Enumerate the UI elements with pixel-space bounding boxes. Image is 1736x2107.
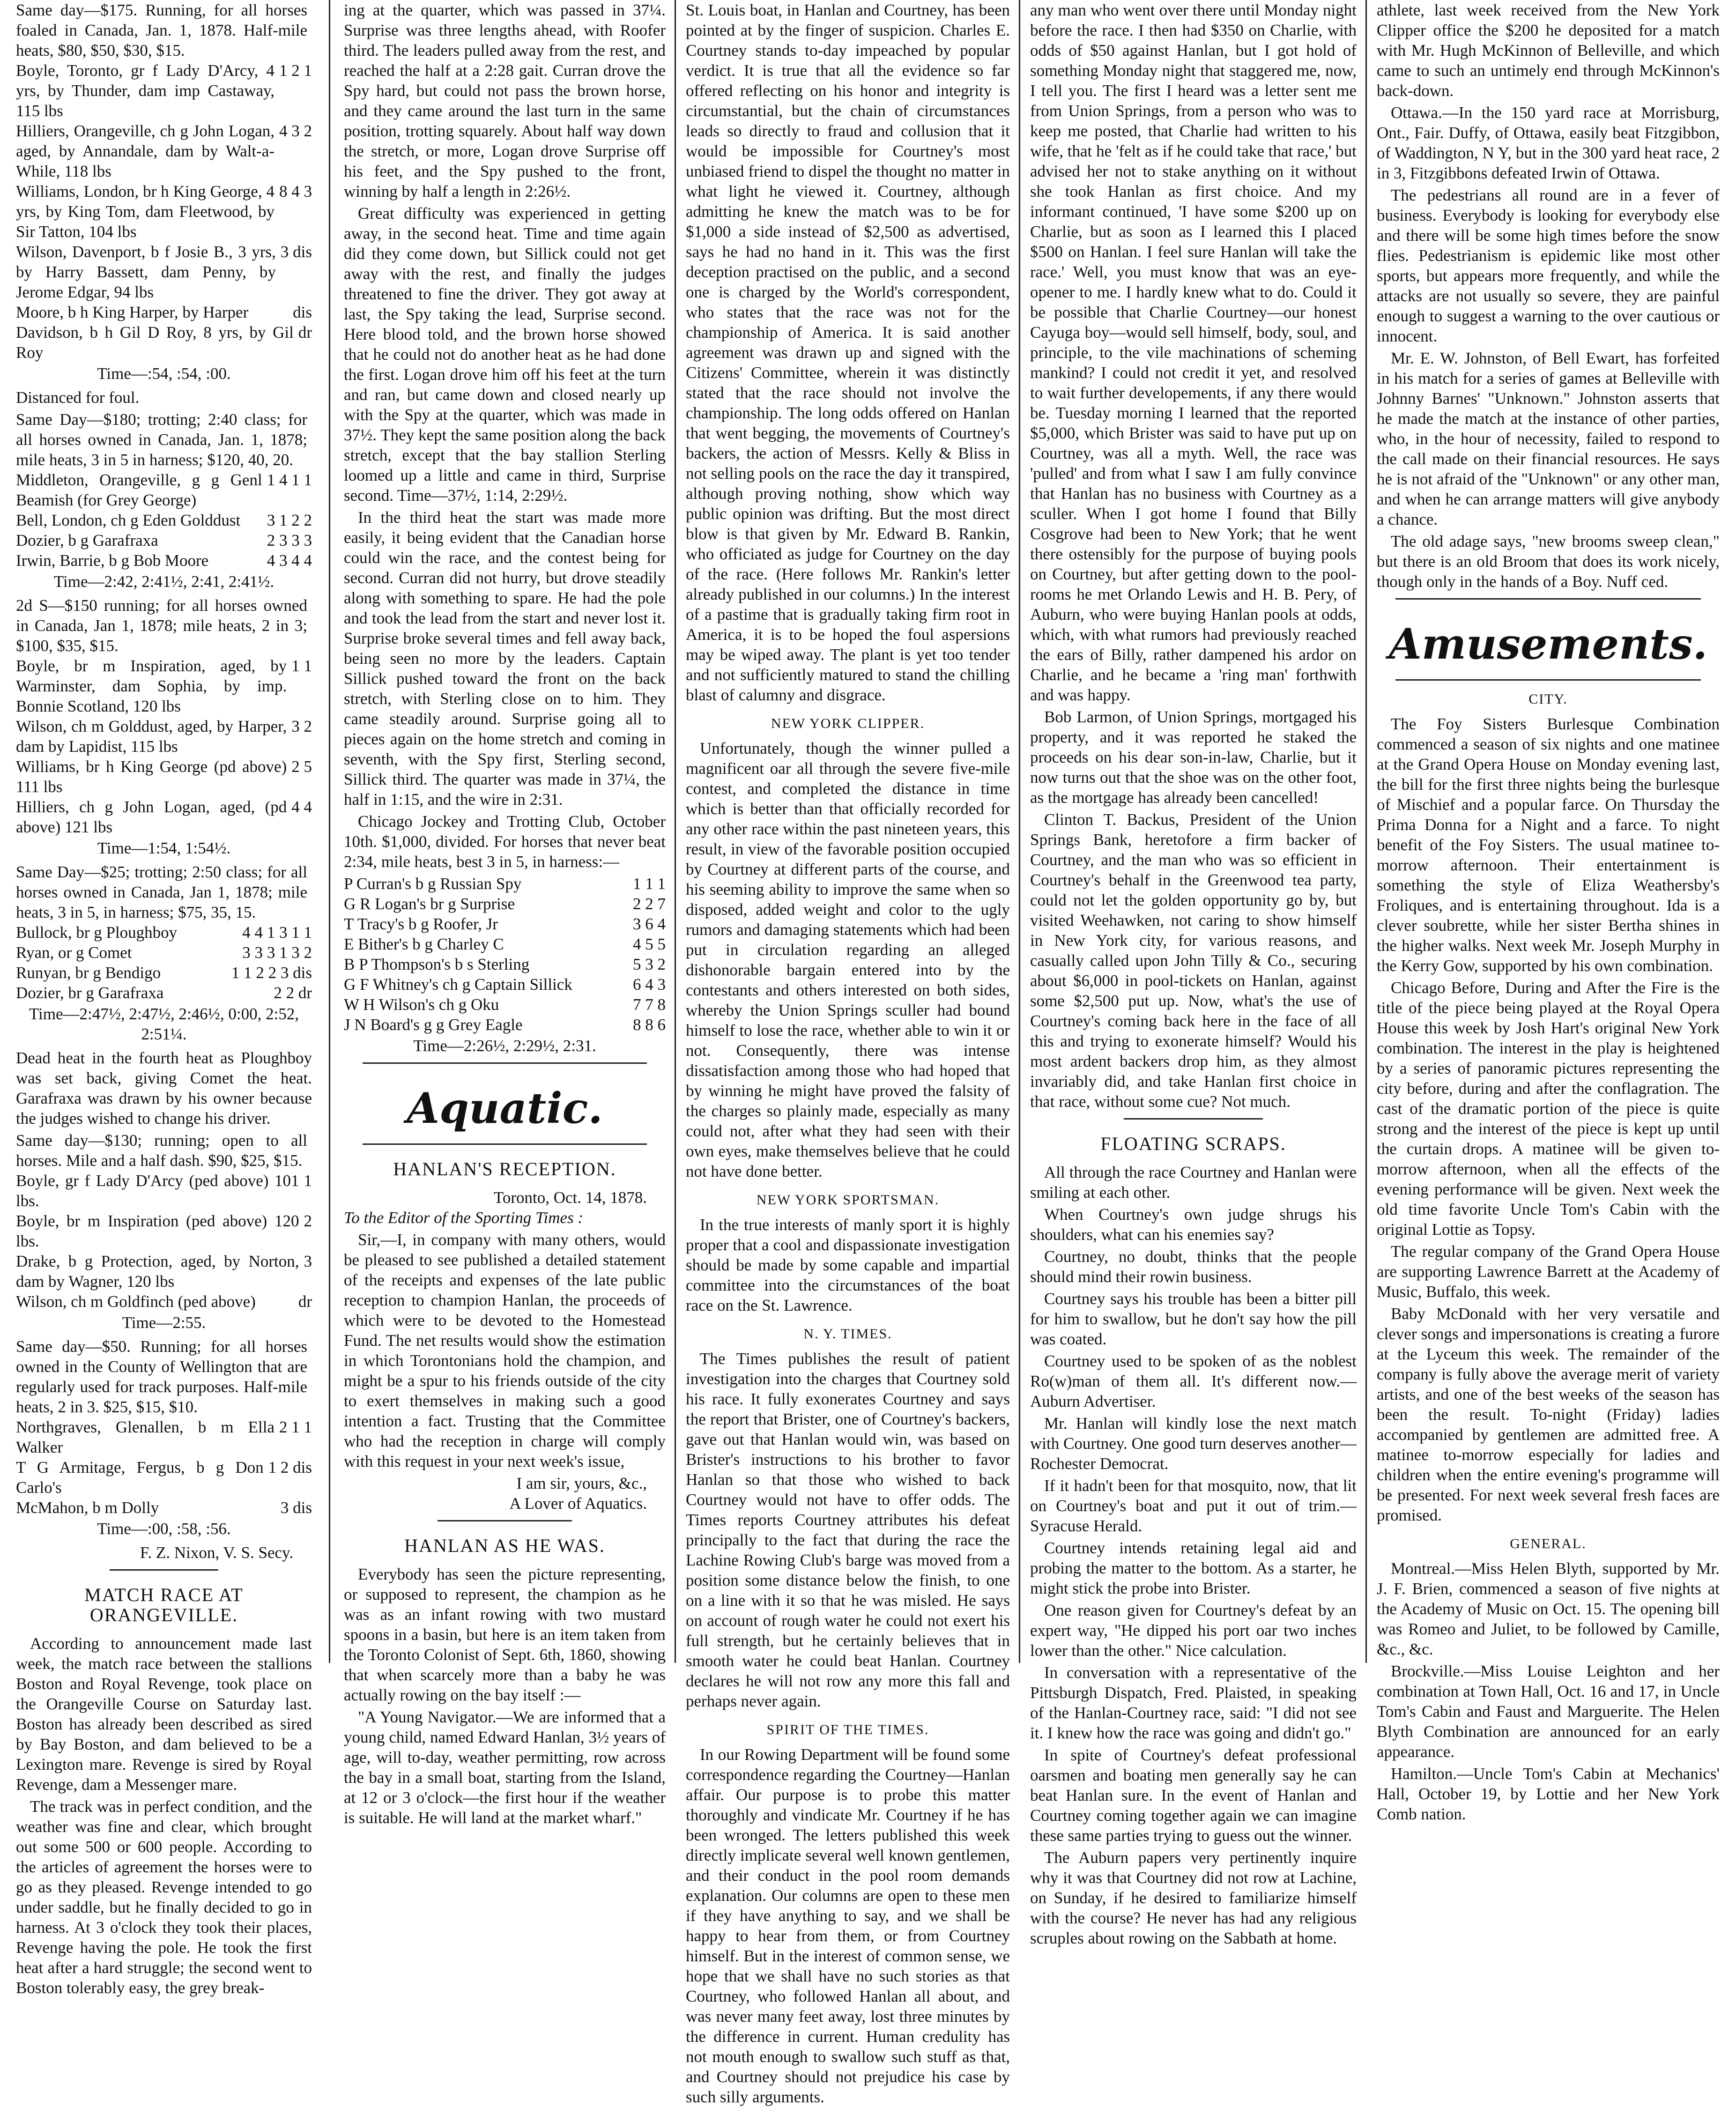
source-heading: NEW YORK SPORTSMAN. xyxy=(756,1192,940,1208)
salutation: To the Editor of the Sporting Times : xyxy=(344,1209,584,1227)
race-entry: E Bither's b g Charley C 4 5 5 xyxy=(344,935,666,953)
race-entry: Bell, London, ch g Eden Golddust 3 1 2 2 xyxy=(16,511,312,529)
race-entry: Wilson, ch m Goldfinch (ped above) dr xyxy=(16,1292,312,1311)
column-rule xyxy=(1365,0,1367,1663)
letter-closing: I am sir, yours, &c., xyxy=(516,1474,647,1492)
scrap-item: Courtney used to be spoken of as the noblest Ro(w)man of them all. It's different now.—Auburn Advertiser. xyxy=(1030,1352,1357,1410)
scrap-item: Courtney says his trouble has been a bitter pill for him to swallow, but he don't say how the pill was coated. xyxy=(1030,1290,1357,1348)
race-time: Time—2:42, 2:41½, 2:41, 2:41½. xyxy=(53,572,274,591)
race-time: Time—:00, :58, :56. xyxy=(97,1520,231,1538)
column-4 xyxy=(1024,0,1363,1947)
article-paragraph: Great difficulty was experienced in getting away, in the second heat. Time and time again did they come down, but Sillick could not get away with the rest, and finally the judges threatened to fine the driver. They got away at last, the Spy taking the lead, Surprise second. Here blood told, and the brown horse showed that he could not do another heat as he had done the first. Logan drove him off his feet at the turn and ran, but came down and closed nearly up with the Spy at the quarter, which was made in 37½. They kept the same position along the back stretch, except that the bay stallion Sterling loomed up a little and came in third, Surprise second. Time—37½, 1:14, 2:29½. xyxy=(344,204,666,504)
column-rule xyxy=(675,0,676,1663)
scrap-item: Courtney intends retaining legal aid and probing the matter to the bottom. As a starter, he might stick the probe into Brister. xyxy=(1030,1539,1357,1597)
column-2 xyxy=(337,0,672,1827)
letter-signature: A Lover of Aquatics. xyxy=(509,1494,647,1513)
article-paragraph: In the third heat the start was made more easily, it being evident that the Canadian horse could win the race, and the contest being for second. Curran did not hurry, but drove steadily along with something to spare. He had the pole and took the lead from the start and never lost it. Surprise broke several times and fell away back, being seen no more by the leaders. Captain Sillick pushed toward the front on the back stretch, with Sterling close on to him. They came steadily around. Surprise going all to pieces again on the home stretch and coming in seventh, with the Spy first, Sterling second, Sillick third. The quarter was made in 37¼, the half in 1:15, and the wire in 2:31. xyxy=(344,508,666,809)
article-paragraph: athlete, last week received from the New York Clipper office the $200 he deposited for a match with Mr. Hugh McKinnon of Belleville, and which came to such an untimely end through McKinnon's back-down. xyxy=(1377,1,1720,100)
article-paragraph: Brockville.—Miss Louise Leighton and her combination at Town Hall, Oct. 16 and 17, in Uncle Tom's Cabin and Faust and Marguerite. The Helen Blyth Combination are announced for an early appearance. xyxy=(1377,1662,1720,1761)
article-paragraph: St. Louis boat, in Hanlan and Courtney, has been pointed at by the finger of suspicion. Charles E. Courtney stands to-day impeached by popular verdict. It is true that all the evidence so far offered reflecting on his honor and integrity is circumstantial, but the chain of circumstances leads so directly to fraud and collusion that it would be impossible for Courtney's most unbiased friend to dispel the thought no matter in what light he viewed it. Courtney, although admitting he knew the match was to be for $1,000 a side instead of $2,500 as advertised, says he had no hand in it. This was the first deception practised on the public, and a second one is charged by the World's correspondent, who states that the race was not for the championship of America. It is said another agreement was drawn up and signed with the Citizens' Committee, wherein it was distinctly stated that the race should not involve the championship. The long odds offered on Hanlan that went begging, the movements of Courtney's backers, the action of Messrs. Kelly & Bliss in not selling pools on the race the day it transpired, although proving nothing, show which way public opinion was drifting. But the most direct blow is that given by Mr. Edward B. Rankin, who officiated as judge for Courtney on the day of the race. (Here follows Mr. Rankin's letter already published in our columns.) In the interest of a pastime that is gradually taking firm root in America, it is to be hoped the foul aspersions may be wiped away. The plant is yet too tender and not sufficiently matured to stand the chilling blast of calumny and disgrace. xyxy=(686,1,1010,704)
race-results-f xyxy=(16,1336,312,1563)
race-entry: Bullock, br g Ploughboy 4 4 1 3 1 1 xyxy=(16,923,312,942)
race-entry: G F Whitney's ch g Captain Sillick 6 4 3 xyxy=(344,975,666,994)
scrap-item: In conversation with a representative of the Pittsburgh Dispatch, Fred. Plaisted, in speaking of the Hanlan-Courtney race, said: "I did not see it. I knew how the race was going and didn't go." xyxy=(1030,1663,1357,1742)
race-entry: Hilliers, Orangeville, ch g John Logan, aged, by Annandale, dam by Walt-a-While, 118 lbs 4 3 2 xyxy=(16,122,312,180)
race-time: Time—:54, :54, :00. xyxy=(97,364,231,383)
race-entry: T Tracy's b g Roofer, Jr 3 6 4 xyxy=(344,915,666,933)
letter-paragraph: Sir,—I, in company with many others, would be pleased to see published a detailed statement of the receipts and expenses of the late public reception to champion Hanlan, the proceeds of which were to be devoted to the Homestead Fund. The net results would show the estimation in which Torontonians hold the champion, and might be a spur to his friends outside of the city to exert themselves in making such a good intention a fact. Trusting that the Committee who had the reception in charge will comply with this request in your next week's issue, xyxy=(344,1231,666,1470)
divider xyxy=(363,1062,647,1064)
article-paragraph: Everybody has seen the picture representing, or supposed to represent, the champion as he was as an infant rowing with two mustard spoons in a basin, but here is an item taken from the Toronto Colonist of Sept. 6th, 1860, showing that when scarcely more than a baby he was actually rowing on the bay itself :— xyxy=(344,1565,666,1704)
race-results xyxy=(344,874,666,1056)
divider xyxy=(1395,679,1701,681)
divider xyxy=(363,1143,647,1145)
headline: HANLAN AS HE WAS. xyxy=(404,1535,605,1556)
scrap-item: Mr. Hanlan will kindly lose the next match with Courtney. One good turn deserves another—Rochester Democrat. xyxy=(1030,1414,1357,1473)
newspaper-page xyxy=(9,0,1729,2106)
race-time: Time—2:55. xyxy=(122,1313,206,1332)
article-paragraph: Chicago Before, During and After the Fire is the title of the piece being played at the Royal Opera House this week by Josh Hart's original New York combination. The interest in the play is heightened by a series of panoramic pictures representing the city before, during and after the conflagration. The cast of the dramatic portion of the piece is quite strong and the interest of the piece is kept up until the curtain drops. A matinee will be given to-morrow afternoon, when all the effects of the evening performance will be given. Next week the old time favorite Uncle Tom's Cabin with the original Lottie as Topsy. xyxy=(1377,979,1720,1239)
race-entry: Drake, b g Protection, aged, by Norton, dam by Wagner, 120 lbs 3 xyxy=(16,1252,312,1291)
divider xyxy=(438,1520,572,1521)
article-paragraph: ing at the quarter, which was passed in 37¼. Surprise was three lengths ahead, with Roofer third. The leaders pulled away from the rest, and reached the half at a 2:28 gait. Curran drove the Spy hard, but could not pass the brown horse, and they came around the last turn in the same position, trotting squarely. About half way down the stretch, or more, Logan drove Surprise off his feet, and the Spy pushed to the front, winning by half a length in 2:26½. xyxy=(344,1,666,200)
section-title-aquatic: Aquatic. xyxy=(407,1083,603,1133)
race-entry: Williams, br h King George (pd above) 111 lbs 2 5 xyxy=(16,757,312,796)
race-entry: 2d S—$150 running; for all horses owned in Canada, Jan 1, 1878; mile heats, 2 in 3; $100, $35, $15. xyxy=(16,596,307,655)
race-note: Dead heat in the fourth heat as Ploughboy was set back, giving Comet the heat. Garafraxa was drawn by his owner because the judges wished to change his driver. xyxy=(16,1049,312,1128)
article-paragraph: The track was in perfect condition, and the weather was fine and clear, which brought out some 500 or 600 people. According to the articles of agreement the horses were to go as they pleased. Revenge intended to go under saddle, but he finally decided to go in harness. At 3 o'clock they took their places, Revenge having the pole. He took the first heat after a hard struggle; the second went to Boston tolerably easy, the grey break- xyxy=(16,1797,312,1997)
race-entry: Dozier, b g Garafraxa 2 3 3 3 xyxy=(16,531,312,549)
article-paragraph: Ottawa.—In the 150 yard race at Morrisburg, Ont., Fair. Duffy, of Ottawa, easily beat Fitzgibbon, of Waddington, N Y, but in the 300 yard heat race, 2 in 3, Fitzgibbons defeated Irwin of Ottawa. xyxy=(1377,104,1720,182)
article-paragraph: Baby McDonald with her very versatile and clever songs and impersonations is creating a furore at the Lyceum this week. The remainder of the company is fully above the average merit of variety artists, and one of the best weeks of the season has been the result. To-night (Friday) ladies accompanied by gentlemen are admitted free. A matinee to-morrow especially for ladies and children when the entire evening's programme will be presented. For next week several fresh faces are promised. xyxy=(1377,1305,1720,1524)
article-paragraph: The regular company of the Grand Opera House are supporting Lawrence Barrett at the Academy of Music, Buffalo, this week. xyxy=(1377,1242,1720,1301)
race-results-e xyxy=(16,1130,312,1333)
article-paragraph: "A Young Navigator.—We are informed that a young child, named Edward Hanlan, 3½ years of age, will to-day, weather permitting, row across the bay in a small boat, starting from the Island, at 12 or 3 o'clock—the first hour if the weather is suitable. He will land at the market wharf." xyxy=(344,1708,666,1827)
scrap-item: When Courtney's own judge shrugs his shoulders, what can his enemies say? xyxy=(1030,1205,1357,1244)
race-entry: J N Board's g g Grey Eagle 8 8 6 xyxy=(344,1016,666,1034)
race-results-d xyxy=(16,862,312,1128)
divider xyxy=(1395,598,1701,600)
race-note: Distanced for foul. xyxy=(16,388,140,407)
race-entry: Same Day—$180; trotting; 2:40 class; for all horses owned in Canada, Jan. 1, 1878; mile heats, 3 in 5 in harness; $120, 40, 20. xyxy=(16,410,307,469)
race-entry: Runyan, br g Bendigo 1 1 2 2 3 dis xyxy=(16,964,312,982)
race-entry: Northgraves, Glenallen, b m Ella Walker 2 1 1 xyxy=(16,1418,312,1456)
article-paragraph: In the true interests of manly sport it is highly proper that a cool and dispassionate investigation should be made by some capable and impartial committee into the circumstances of the boat race on the St. Lawrence. xyxy=(686,1216,1010,1314)
column-1 xyxy=(9,0,319,1997)
article-paragraph: The old adage says, "new brooms sweep clean," but there is an old Broom that does its work nicely, though only in the hands of a Boy. Nuff ced. xyxy=(1377,532,1720,591)
race-entry: McMahon, b m Dolly 3 dis xyxy=(16,1499,312,1517)
race-time: Time—2:26½, 2:29½, 2:31. xyxy=(413,1037,596,1055)
race-entry: Same Day—$25; trotting; 2:50 class; for all horses owned in Canada, Jan 1, 1878; mile heats, 3 in 5, in harness; $75, 35, 15. xyxy=(16,863,307,921)
section-title-amusements: Amusements. xyxy=(1389,619,1707,669)
scrap-item: If it hadn't been for that mosquito, now, that lit on Courtney's boat and put it out of trim.—Syracuse Herald. xyxy=(1030,1476,1357,1535)
race-entry: T G Armitage, Fergus, b g Don Carlo's 1 2 dis xyxy=(16,1458,312,1497)
race-entry: Boyle, br m Inspiration, aged, by Warminster, dam Sophia, by imp. Bonnie Scotland, 120 lbs 1 1 xyxy=(16,657,312,715)
article-paragraph: According to announcement made last week, the match race between the stallions Boston and Royal Revenge, took place on the Orangeville Course on Saturday last. Boston has already been described as sired by Bay Boston, and dam believed to be a Lexington mare. Revenge is sired by Royal Revenge, dam a Messenger mare. xyxy=(16,1634,312,1794)
race-entry: Same day—$175. Running, for all horses foaled in Canada, Jan. 1, 1878. Half-mile heats, $80, $50, $30, $15. xyxy=(16,1,307,59)
race-entry: Ryan, or g Comet 3 3 3 1 3 2 xyxy=(16,943,312,962)
race-entry: Boyle, br m Inspiration (ped above) 120 lbs. 2 xyxy=(16,1212,312,1250)
headline: MATCH RACE AT ORANGEVILLE. xyxy=(84,1584,244,1625)
article-paragraph: Montreal.—Miss Helen Blyth, supported by Mr. J. F. Brien, commenced a season of five nights at the Academy of Music on Oct. 15. The opening bill was Romeo and Juliet, to be followed by Camille, &c., &c. xyxy=(1377,1559,1720,1658)
article-paragraph: The Foy Sisters Burlesque Combination commenced a season of six nights and one matinee at the Grand Opera House on Monday evening last, the bill for the first three nights being the burlesque of Mischief and a popular farce. On Thursday the Prima Donna for a Night and a farce. To night benefit of the Foy Sisters. The usual matinee to-morrow afternoon. Their entertainment is something the style of Eliza Weathersby's Froliques, and is entertaining throughout. Ida is a clever soubrette, while her sister Bertha shines in the higher walks. Next week Mr. Joseph Murphy in the Kerry Gow, supported by his own combination. xyxy=(1377,715,1720,975)
article-paragraph: Clinton T. Backus, President of the Union Springs Bank, heretofore a firm backer of Courtney, and the man who was so efficient in Courtney's behalf in the Greenwood tea party, could not let the golden opportunity go by, but visited Weehawken, not caring to show himself in New York city, for various reasons, and casually called upon John Tilly & Co., securing about $6,000 in pool-tickets on Hanlan, against some $2,500 put up. Now, what's the use of Courtney's coming back here in the face of all this and trying to exonerate himself? Would his most ardent backers drop him, as they almost invariably did, and take Hanlan first choice in that race, without some cue? Not much. xyxy=(1030,810,1357,1111)
race-entry: W H Wilson's ch g Oku 7 7 8 xyxy=(344,995,666,1014)
race-results-b xyxy=(16,409,312,592)
article-paragraph: Bob Larmon, of Union Springs, mortgaged his property, and it was reported he staked the proceeds on his dear son-in-law, Charlie, but it now turns out that the shoe was on the other foot, as the mortgage has already been cancelled! xyxy=(1030,708,1357,807)
race-entry: Wilson, ch m Golddust, aged, by Harper, dam by Lapidist, 115 lbs 3 2 xyxy=(16,717,312,756)
source-heading: NEW YORK CLIPPER. xyxy=(771,716,925,731)
race-time: Time—1:54, 1:54½. xyxy=(97,839,231,857)
race-entry: Same day—$130; running; open to all horses. Mile and a half dash. $90, $25, $15. xyxy=(16,1131,307,1170)
race-results-a xyxy=(16,0,312,408)
race-entry: Boyle, gr f Lady D'Arcy (ped above) 101 lbs. 1 xyxy=(16,1172,312,1210)
headline: HANLAN'S RECEPTION. xyxy=(393,1158,616,1180)
race-entry: Moore, b h King Harper, by Harper dis xyxy=(16,303,312,321)
race-entry: Middleton, Orangeville, g g Genl Beamish (for Grey George) 1 4 1 1 xyxy=(16,471,312,509)
article-paragraph: Mr. E. W. Johnston, of Bell Ewart, has forfeited in his match for a series of games at Belleville with Johnny Barnes' "Unknown." Johnston asserts that he made the match at the instance of other parties, who, in the hour of necessity, failed to respond to the call made on their financial resources. He says he is not afraid of the "Unknown" or any other man, and when he can arrange matters will give anybody a chance. xyxy=(1377,349,1720,528)
race-entry: B P Thompson's b s Sterling 5 3 2 xyxy=(344,955,666,973)
column-3 xyxy=(679,0,1016,2106)
column-rule xyxy=(329,0,330,1663)
race-entry: Same day—$50. Running; for all horses owned in the County of Wellington that are regularly used for track purposes. Half-mile heats, 2 in 3. $25, $15, $10. xyxy=(16,1337,307,1416)
subsection-heading: GENERAL. xyxy=(1510,1536,1587,1551)
article-paragraph: Hamilton.—Uncle Tom's Cabin at Mechanics' Hall, October 19, by Lottie and her New York Comb nation. xyxy=(1377,1765,1720,1823)
source-heading: SPIRIT OF THE TIMES. xyxy=(766,1722,929,1737)
scrap-item: One reason given for Courtney's defeat by an expert way, "He dipped his port oar two inches lower than the other." Nice calculation. xyxy=(1030,1601,1357,1660)
race-entry: Dozier, br g Garafraxa 2 2 dr xyxy=(16,984,312,1002)
signature: F. Z. Nixon, V. S. Secy. xyxy=(140,1543,293,1562)
race-entry: Davidson, b h Gil D Roy, 8 yrs, by Gil Roy dr xyxy=(16,323,312,362)
article-paragraph: In our Rowing Department will be found some correspondence regarding the Courtney—Hanlan affair. Our purpose is to probe this matter thoroughly and vindicate Mr. Courtney if he has been wronged. The letters published this week directly implicate several well known gentlemen, and their conduct in the pool room demands explanation. Our columns are open to these men if they have anything to say, and we shall be happy to hear from them, or from Courtney himself. But in the interest of common sense, we hope that we shall have no such stories as that Courtney, who followed Hanlan all about, and was never many feet away, lost three minutes by the difference in current. Human credulity has not mouth enough to swallow such stuff as that, and Courtney should not prejudice his case by such silly arguments. xyxy=(686,1745,1010,2106)
article-paragraph: any man who went over there until Monday night before the race. I then had $350 on Charlie, with odds of $50 against Hanlan, but I got hold of something Monday night that staggered me, now, I tell you. The first I heard was a letter sent me from Union Springs, from a person who was to keep me posted, that Charlie had written to his wife, that he 'felt as if he could take that race,' but advised her not to stake anything on it without she took Hanlan as first choice. And my informant continued, 'I have some $200 up on Charlie, but as soon as I learned this I placed $500 on Hanlan. I feel sure Hanlan will take the race.' Well, you must know that was an eye-opener to me. I hardly knew what to do. Could it be possible that Charlie Courtney—our honest Cayuga boy—would sell himself, body, soul, and principle, to the vile machinations of scheming mankind? I could not credit it yet, and resolved to wait further developements, if any there would be. Tuesday morning I learned that the reported $5,000, which Brister was said to have put up on Courtney, was all a myth. Well, the race was 'pulled' and from what I saw I am fully convince that Hanlan has no business with Courtney as a sculler. When I got home I found that Billy Cosgrove had been to New York; that he went there ostensibly for the purpose of buying pools on Courtney, but after getting down to the pool-rooms he met Orlando Lewis and H. B. Pery, of Auburn, who were buying Hanlan pools at odds, which, with what rumors had previously reached the ears of Billy, rather dampened his ardor on Charlie, and he became a 'ring man' forthwith and was happy. xyxy=(1030,1,1357,704)
article-paragraph: Chicago Jockey and Trotting Club, October 10th. $1,000, divided. For horses that never beat 2:34, mile heats, best 3 in 5, in harness:— xyxy=(344,812,666,871)
column-5 xyxy=(1370,0,1726,1823)
divider xyxy=(1124,1118,1263,1120)
article-paragraph: The Times publishes the result of patient investigation into the charges that Courtney sold his race. It fully exonerates Courtney and says the report that Brister, one of Courtney's backers, gave out that Hanlan would win, was based on Brister's instructions to his brother to favor Hanlan so that those who wished to back Courtney would not have to offer odds. The Times reports Courtney attributes his defeat principally to the fact that during the race the Lachine Rowing Club's barge was moved from a position some distance below the finish, to one on a line with it so that he was misled. He says on account of rough water he could not exert his full strength, but he certainly believes that in smooth water he could beat Hanlan. Courtney declares he will not row any more this fall and perhaps never again. xyxy=(686,1350,1010,1710)
scrap-item: All through the race Courtney and Hanlan were smiling at each other. xyxy=(1030,1163,1357,1202)
article-paragraph: Unfortunately, though the winner pulled a magnificent oar all through the severe five-mile contest, and completed the distance in time which is better than that officially recorded for any other race within the past nineteen years, this result, in view of the favorable position occupied by Courtney at different parts of the course, and his seeming ability to improve the same when so disposed, added weight and color to the ugly rumors and damaging statements which had been put in circulation regarding an alleged dishonorable bargain entered into by the contestants and others interested on both sides, whereby the Union Springs sculler had bound himself to lose the race, whether able to win it or not. Consequently, there was intense dissatisfaction among those who had hoped that by winning he might have proved the falsity of the charges so plainly made, especially as many could not, after what they had seen with their own eyes, make themselves believe that he could not have done better. xyxy=(686,739,1010,1180)
race-entry: Boyle, Toronto, gr f Lady D'Arcy, 4 yrs, by Thunder, dam imp Castaway, 115 lbs 1 2 1 xyxy=(16,61,312,120)
dateline: Toronto, Oct. 14, 1878. xyxy=(493,1188,647,1207)
source-heading: N. Y. TIMES. xyxy=(803,1326,892,1342)
headline: FLOATING SCRAPS. xyxy=(1100,1133,1286,1154)
scrap-item: In spite of Courtney's defeat professional oarsmen and boating men generally say he can beat Hanlan sure. In the event of Hanlan and Courtney coming together again we can imagine these same parties trying to guess out the winner. xyxy=(1030,1746,1357,1845)
column-rule xyxy=(1019,0,1020,1663)
race-entry: Hilliers, ch g John Logan, aged, (pd above) 121 lbs 4 4 xyxy=(16,798,312,836)
race-entry: P Curran's b g Russian Spy 1 1 1 xyxy=(344,875,666,893)
article-paragraph: The pedestrians all round are in a fever of business. Everybody is looking for everybody else and there will be some high times before the snow flies. Pedestrianism is epidemic like most other sports, but appears more frequently, and while the attacks are not usually so severe, they are painful enough to suggest a warning to the over cautious or innocent. xyxy=(1377,186,1720,345)
race-time: Time—2:47½, 2:47½, 2:46½, 0:00, 2:52, 2:51¼. xyxy=(29,1005,299,1043)
race-entry: G R Logan's br g Surprise 2 2 7 xyxy=(344,895,666,913)
scrap-item: Courtney, no doubt, thinks that the people should mind their rowin business. xyxy=(1030,1247,1357,1286)
subsection-heading: CITY. xyxy=(1528,691,1568,707)
race-results-c xyxy=(16,595,312,858)
race-entry: Wilson, Davenport, b f Josie B., 3 yrs, by Harry Bassett, dam Penny, by Jerome Edgar, 94 lbs 3 dis xyxy=(16,243,312,301)
divider xyxy=(110,1569,218,1571)
race-entry: Irwin, Barrie, b g Bob Moore 4 3 4 4 xyxy=(16,551,312,570)
scrap-item: The Auburn papers very pertinently inquire why it was that Courtney did not row at Lachine, on Sunday, if he desired to familiarize himself with the course? He never has had any religious scruples about rowing on the Sabbath at home. xyxy=(1030,1848,1357,1947)
race-entry: Williams, London, br h King George, 4 yrs, by King Tom, dam Fleetwood, by Sir Tatton, 104 lbs 8 4 3 xyxy=(16,182,312,241)
